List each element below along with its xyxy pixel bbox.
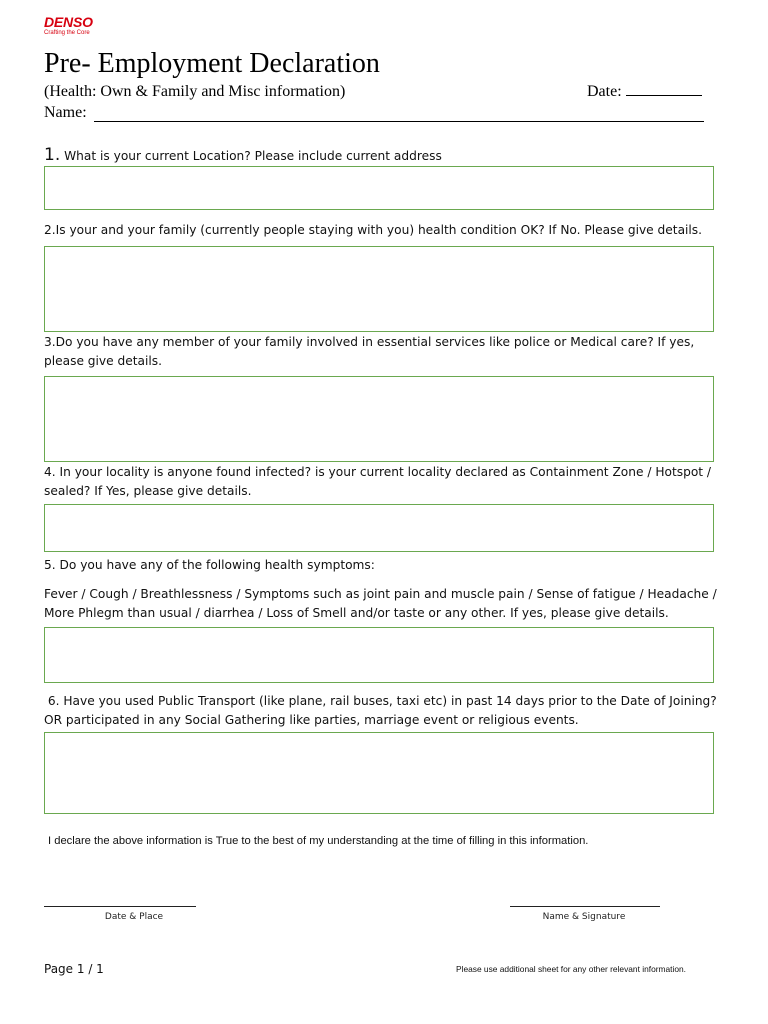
- question-2: 2.Is your and your family (currently people staying with you) health condition OK? If No. Please give details.: [44, 223, 703, 237]
- question-5: 5. Do you have any of the following health symptoms:: [44, 558, 375, 572]
- question-4: 4. In your locality is anyone found infected? is your current locality declared as Containment Zone / Hotspot / sealed? If Yes, please give details.: [44, 465, 712, 498]
- footer-note: Please use additional sheet for any other relevant information.: [456, 964, 686, 974]
- declaration-text: I declare the above information is True to the best of my understanding at the time of filling in this information.: [48, 835, 589, 847]
- answer-box-4[interactable]: [44, 504, 714, 552]
- date-place-caption: Date & Place: [104, 912, 164, 922]
- answer-box-2[interactable]: [44, 246, 714, 332]
- question-3: 3.Do you have any member of your family involved in essential services like police or Medical care? If yes, please give details.: [44, 335, 695, 368]
- answer-box-1[interactable]: [44, 166, 714, 210]
- answer-box-5[interactable]: [44, 627, 714, 683]
- answer-box-6[interactable]: [44, 732, 714, 814]
- page-subtitle: (Health: Own & Family and Misc information): [44, 83, 346, 100]
- name-field-line[interactable]: [94, 121, 704, 122]
- question-6: 6. Have you used Public Transport (like plane, rail buses, taxi etc) in past 14 days prior to the Date of Joining? OR participated in any Social Gathering like parties, marriage event or religious events.: [44, 694, 721, 727]
- page-title: Pre- Employment Declaration: [44, 48, 380, 79]
- question-1: [44, 146, 724, 166]
- question-1-text: What is your current Location? Please include current address: [64, 149, 442, 163]
- name-label: Name:: [44, 104, 87, 121]
- denso-logo: DENSO: [44, 14, 93, 30]
- question-5-symptoms: Fever / Cough / Breathlessness / Symptoms such as joint pain and muscle pain / Sense of fatigue / Headache / More Phlegm than usual / diarrhea / Loss of Smell and/or taste or any other. If yes, please give details.: [44, 587, 717, 620]
- date-place-line[interactable]: [44, 906, 196, 907]
- date-field[interactable]: [587, 83, 702, 101]
- question-1-number: 1.: [44, 145, 61, 165]
- page-number: Page 1 / 1: [44, 962, 104, 976]
- answer-box-3[interactable]: [44, 376, 714, 462]
- name-signature-line[interactable]: [510, 906, 660, 907]
- date-label: Date:: [587, 83, 622, 100]
- logo-tagline: Crafting the Core: [44, 30, 90, 36]
- date-underline[interactable]: [626, 83, 702, 96]
- name-signature-caption: Name & Signature: [542, 912, 626, 922]
